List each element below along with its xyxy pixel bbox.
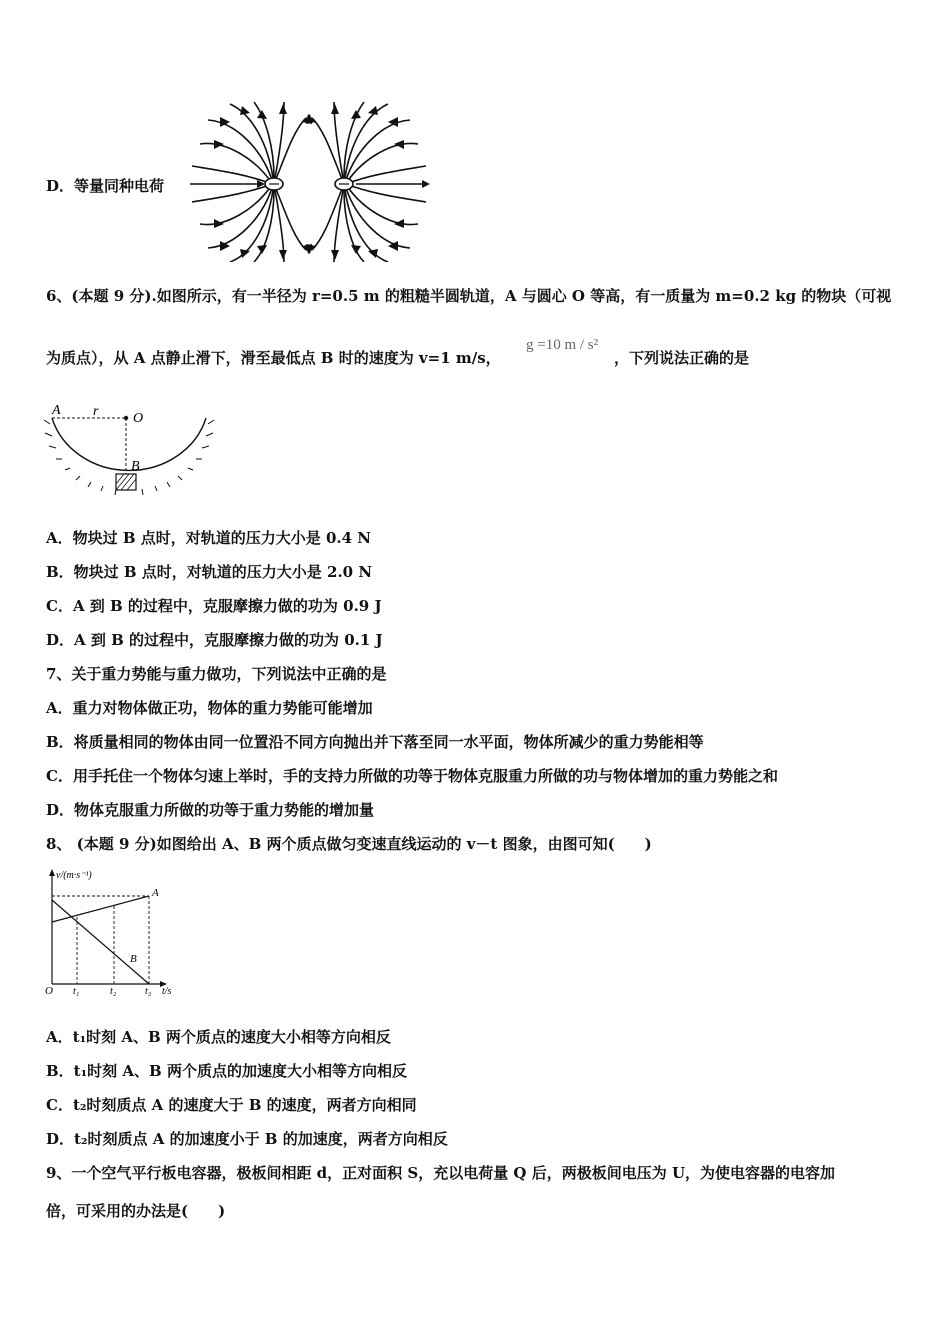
q6-formula: g =10 m / s² bbox=[526, 337, 599, 353]
vt-graph-figure bbox=[42, 866, 187, 998]
q6-stem-line2: 为质点），从 A 点静止滑下，滑至最低点 B 时的速度为 v=1 m/s， bbox=[46, 349, 501, 367]
y-axis-label: v/(m·s⁻¹) bbox=[56, 870, 92, 881]
q6-option-d: D．A 到 B 的过程中，克服摩擦力做的功为 0.1 J bbox=[46, 631, 383, 649]
tick-t3: t₃ bbox=[145, 986, 152, 997]
label-line-a: A bbox=[152, 887, 159, 899]
q8-option-a: A．t₁时刻 A、B 两个质点的速度大小相等方向相反 bbox=[46, 1028, 391, 1046]
line-a bbox=[52, 896, 149, 922]
label-b: B bbox=[131, 459, 140, 474]
semicircle-track-figure bbox=[40, 398, 215, 498]
q6-stem-line2-end: ，下列说法正确的是 bbox=[614, 349, 750, 367]
q6-stem-line1: 6、(本题 9 分).如图所示，有一半径为 r=0.5 m 的粗糙半圆轨道，A 与圆心 O 等高，有一质量为 m=0.2 kg 的物块（可视 bbox=[46, 287, 892, 305]
field-lines-figure bbox=[186, 100, 432, 262]
label-a: A bbox=[52, 403, 61, 418]
q8-option-c: C．t₂时刻质点 A 的速度大于 B 的速度，两者方向相同 bbox=[46, 1096, 417, 1114]
label-o: O bbox=[133, 411, 144, 426]
tick-t1: t₁ bbox=[73, 986, 80, 997]
q7-stem: 7、关于重力势能与重力做功，下列说法中正确的是 bbox=[46, 665, 387, 683]
x-axis-label: t/s bbox=[162, 986, 172, 997]
option-5d: D．等量同种电荷 bbox=[46, 177, 165, 195]
q8-option-b: B．t₁时刻 A、B 两个质点的加速度大小相等方向相反 bbox=[46, 1062, 407, 1080]
q6-option-b: B．物块过 B 点时，对轨道的压力大小是 2.0 N bbox=[46, 563, 373, 581]
q7-option-b: B．将质量相同的物体由同一位置沿不同方向抛出并下落至同一水平面，物体所减少的重力势能相等 bbox=[46, 733, 704, 751]
label-r: r bbox=[93, 404, 99, 419]
tick-t2: t₂ bbox=[110, 986, 117, 997]
q7-option-c: C．用手托住一个物体匀速上举时，手的支持力所做的功等于物体克服重力所做的功与物体增加的重力势能之和 bbox=[46, 767, 778, 785]
origin-label: O bbox=[45, 985, 53, 997]
q9-stem-line2: 倍，可采用的办法是( ) bbox=[46, 1202, 226, 1220]
q8-stem: 8、 (本题 9 分)如图给出 A、B 两个质点做匀变速直线运动的 v－t 图象，由图可知( ) bbox=[46, 835, 652, 853]
q9-stem-line1: 9、一个空气平行板电容器，极板间相距 d，正对面积 S，充以电荷量 Q 后，两极板间电压为 U，为使电容器的电容加 bbox=[46, 1164, 836, 1182]
line-b bbox=[52, 900, 149, 984]
q7-option-a: A．重力对物体做正功，物体的重力势能可能增加 bbox=[46, 699, 373, 717]
q6-option-a: A．物块过 B 点时，对轨道的压力大小是 0.4 N bbox=[46, 529, 372, 547]
q6-option-c: C．A 到 B 的过程中，克服摩擦力做的功为 0.9 J bbox=[46, 597, 382, 615]
q8-option-d: D．t₂时刻质点 A 的加速度小于 B 的加速度，两者方向相反 bbox=[46, 1130, 448, 1148]
label-line-b: B bbox=[130, 953, 137, 965]
q7-option-d: D．物体克服重力所做的功等于重力势能的增加量 bbox=[46, 801, 375, 819]
